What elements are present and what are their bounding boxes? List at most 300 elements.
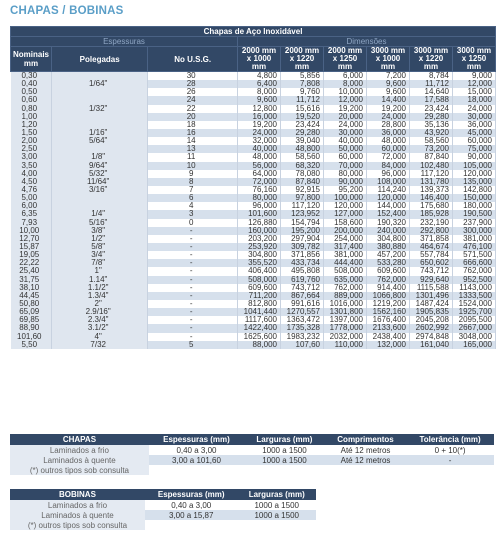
table-cell: 43,920 — [410, 129, 453, 137]
table-cell: 12,000 — [324, 96, 367, 104]
table-cell: Laminados à quente — [10, 510, 145, 520]
chapas-note: (*) outros tipos sob consulta — [10, 465, 149, 475]
table-cell: 88,90 — [11, 324, 52, 332]
table-cell: 9 — [148, 170, 238, 178]
table-cell: 1/32" — [52, 105, 148, 113]
table-cell: 0,80 — [11, 105, 52, 113]
table-cell: - — [148, 300, 238, 308]
table-cell: 2.9/16" — [52, 308, 148, 316]
table-cell: - — [148, 284, 238, 292]
table-cell: 3 — [148, 210, 238, 218]
table-cell: 292,800 — [410, 227, 453, 235]
table-cell: 1/64" — [52, 80, 148, 88]
table-cell: Até 12 metros — [325, 455, 406, 465]
table-cell: 650,602 — [410, 259, 453, 267]
table-cell: 22,22 — [11, 259, 52, 267]
table-cell: 123,952 — [281, 210, 324, 218]
table-cell: 16 — [148, 129, 238, 137]
table-cell: 131,780 — [410, 178, 453, 186]
table-cell: 1925,700 — [453, 308, 496, 316]
table-cell: 1.1/2" — [52, 284, 148, 292]
table-cell: - — [148, 324, 238, 332]
table-cell: 24,000 — [453, 105, 496, 113]
table-cell: 812,800 — [238, 300, 281, 308]
table-cell: 200,000 — [324, 227, 367, 235]
table-cell — [52, 88, 148, 96]
table-cell: 58,560 — [281, 153, 324, 161]
table-cell: 1000 a 1500 — [244, 445, 325, 455]
table-cell: 203,200 — [238, 235, 281, 243]
table-cell: 38,10 — [11, 284, 52, 292]
table-cell: 1066,800 — [367, 292, 410, 300]
chapas-table — [10, 434, 494, 475]
table-cell: 48,800 — [281, 145, 324, 153]
table-cell: 23,424 — [281, 121, 324, 129]
table-cell: 8,000 — [324, 80, 367, 88]
bobinas-header-1: Espessuras (mm) — [145, 489, 238, 500]
table-row — [10, 445, 494, 455]
usg-header: No U.S.G. — [148, 47, 238, 72]
table-cell: 144,000 — [367, 202, 410, 210]
table-cell: 1778,000 — [324, 324, 367, 332]
table-cell: 3,50 — [11, 162, 52, 170]
dim-header-0: 2000 mm x 1000 mm — [238, 47, 281, 72]
table-cell: 1487,424 — [410, 300, 453, 308]
table-cell: 101,60 — [11, 333, 52, 341]
table-cell: 762,000 — [324, 284, 367, 292]
table-cell: 11 — [148, 153, 238, 161]
table-cell: 381,000 — [324, 251, 367, 259]
table-cell: 2032,000 — [324, 333, 367, 341]
table-cell: 14,640 — [410, 88, 453, 96]
bobinas-table — [10, 489, 316, 530]
table-cell: 72,000 — [367, 153, 410, 161]
table-cell: 1/16" — [52, 129, 148, 137]
table-cell: 3,00 — [11, 153, 52, 161]
table-cell: 15,87 — [11, 243, 52, 251]
table-cell: 29,280 — [281, 129, 324, 137]
table-cell: 762,000 — [367, 276, 410, 284]
table-cell: - — [148, 227, 238, 235]
table-cell: 5 — [148, 341, 238, 349]
table-cell: 2133,600 — [367, 324, 410, 332]
table-cell: 304,800 — [367, 235, 410, 243]
table-cell: 5,856 — [281, 72, 324, 81]
table-cell: 69,85 — [11, 316, 52, 324]
table-cell: 23,424 — [410, 105, 453, 113]
table-cell: - — [148, 251, 238, 259]
chapas-header-0: CHAPAS — [10, 434, 149, 445]
table-cell: 1562,160 — [367, 308, 410, 316]
table-cell: 297,904 — [281, 235, 324, 243]
table-cell: 371,856 — [281, 251, 324, 259]
table-cell: 0,30 — [11, 72, 52, 81]
table-cell: 10,000 — [324, 88, 367, 96]
table-cell: 8 — [148, 178, 238, 186]
table-cell: 1/8" — [52, 153, 148, 161]
table-caption: Chapas de Aço Inoxidável — [11, 27, 496, 37]
table-cell: 1333,500 — [453, 292, 496, 300]
table-cell: 889,000 — [324, 292, 367, 300]
column-header-row — [11, 47, 496, 72]
table-cell: 2.3/4" — [52, 316, 148, 324]
table-cell: 146,400 — [410, 194, 453, 202]
table-cell: 5,00 — [11, 194, 52, 202]
table-cell: 160,000 — [238, 227, 281, 235]
table-cell: 190,320 — [367, 219, 410, 227]
table-cell: 2602,992 — [410, 324, 453, 332]
table-cell: 1117,600 — [238, 316, 281, 324]
table-cell: 24,000 — [367, 113, 410, 121]
table-cell: 1041,440 — [238, 308, 281, 316]
table-cell: 17,588 — [410, 96, 453, 104]
table-row — [10, 510, 316, 520]
espessuras-header: Espessuras — [11, 37, 238, 47]
table-cell: 120,000 — [324, 202, 367, 210]
table-cell: 317,400 — [324, 243, 367, 251]
table-cell: 48,000 — [238, 153, 281, 161]
table-cell: 9/64" — [52, 162, 148, 170]
table-cell: 743,712 — [281, 284, 324, 292]
table-cell: 18 — [148, 121, 238, 129]
table-cell: 508,000 — [324, 267, 367, 275]
table-cell: 48,000 — [367, 137, 410, 145]
nominais-header: Nominais mm — [11, 47, 52, 72]
dimensoes-header: Dimensões — [238, 37, 496, 47]
table-cell: - — [406, 455, 494, 465]
table-cell: 4 — [148, 202, 238, 210]
table-cell: 7,93 — [11, 219, 52, 227]
table-cell: 97,800 — [281, 194, 324, 202]
table-cell: - — [148, 292, 238, 300]
table-cell: 1.3/4" — [52, 292, 148, 300]
table-cell: 24 — [148, 96, 238, 104]
table-cell: 158,600 — [324, 219, 367, 227]
table-cell: 152,400 — [367, 210, 410, 218]
table-cell: 108,000 — [367, 178, 410, 186]
table-cell: 65,09 — [11, 308, 52, 316]
table-cell: 76,160 — [238, 186, 281, 194]
table-cell: 40,000 — [238, 145, 281, 153]
table-cell: 60,000 — [367, 145, 410, 153]
dim-header-2: 2000 mm x 1250 mm — [324, 47, 367, 72]
table-cell: 8,784 — [410, 72, 453, 81]
table-cell: 1143,000 — [453, 284, 496, 292]
table-cell: 380,880 — [367, 243, 410, 251]
table-cell: 24,000 — [324, 121, 367, 129]
table-cell: 120,000 — [453, 170, 496, 178]
table-cell: 1676,400 — [367, 316, 410, 324]
table-cell: 60,000 — [324, 153, 367, 161]
chapas-header-1: Espessuras (mm) — [149, 434, 244, 445]
table-row — [11, 341, 496, 349]
table-cell: 7 — [148, 186, 238, 194]
table-cell: 0 — [148, 219, 238, 227]
table-cell: 75,000 — [453, 145, 496, 153]
table-cell: 9,760 — [281, 88, 324, 96]
table-cell: 58,560 — [410, 137, 453, 145]
table-cell: 9,600 — [367, 80, 410, 88]
table-cell: 117,120 — [410, 170, 453, 178]
table-cell: 50,80 — [11, 300, 52, 308]
polegadas-header: Polegadas — [52, 47, 148, 72]
table-cell: 40,000 — [324, 137, 367, 145]
table-cell: - — [148, 316, 238, 324]
table-cell: 381,000 — [453, 235, 496, 243]
table-cell: 11,712 — [281, 96, 324, 104]
table-cell: 3,00 a 15,87 — [145, 510, 238, 520]
table-cell: - — [148, 259, 238, 267]
table-cell: 743,712 — [410, 267, 453, 275]
table-cell: 1016,000 — [324, 300, 367, 308]
table-cell: 32,000 — [238, 137, 281, 145]
table-cell: 1.14" — [52, 276, 148, 284]
table-cell: 1735,328 — [281, 324, 324, 332]
table-cell: 1000 a 1500 — [237, 510, 316, 520]
table-cell: 1524,000 — [453, 300, 496, 308]
table-cell: 12,800 — [238, 105, 281, 113]
table-cell: 25,40 — [11, 267, 52, 275]
table-cell: 26 — [148, 88, 238, 96]
table-cell: 28,800 — [367, 121, 410, 129]
table-cell: 609,600 — [238, 284, 281, 292]
dim-header-5: 3000 mm x 1250 mm — [453, 47, 496, 72]
table-cell: 12,70 — [11, 235, 52, 243]
table-cell: 1,50 — [11, 129, 52, 137]
table-cell: 240,000 — [367, 227, 410, 235]
table-cell: 142,800 — [453, 186, 496, 194]
table-cell: 96,000 — [238, 202, 281, 210]
table-row — [11, 88, 496, 96]
table-cell: - — [148, 276, 238, 284]
table-cell: 406,400 — [238, 267, 281, 275]
table-cell: 5/64" — [52, 137, 148, 145]
table-cell: 20 — [148, 113, 238, 121]
table-row — [11, 72, 496, 81]
table-cell: 4,76 — [11, 186, 52, 194]
table-cell: 762,000 — [453, 267, 496, 275]
table-cell: 22 — [148, 105, 238, 113]
table-cell: - — [148, 333, 238, 341]
bobinas-header-2: Larguras (mm) — [237, 489, 316, 500]
table-cell: 9,600 — [367, 88, 410, 96]
table-cell: 4,00 — [11, 170, 52, 178]
table-cell: 309,782 — [281, 243, 324, 251]
table-cell: 2667,000 — [453, 324, 496, 332]
table-cell: 5/16" — [52, 219, 148, 227]
table-cell: 1/2" — [52, 235, 148, 243]
table-cell: 9,000 — [453, 72, 496, 81]
table-cell: 70,000 — [324, 162, 367, 170]
table-cell: 185,928 — [410, 210, 453, 218]
table-cell — [52, 194, 148, 202]
table-cell: 13 — [148, 145, 238, 153]
table-cell: 15,616 — [281, 105, 324, 113]
table-cell: 2,00 — [11, 137, 52, 145]
dim-header-3: 3000 mm x 1000 mm — [367, 47, 410, 72]
table-cell: 2438,400 — [367, 333, 410, 341]
table-cell: 3/4" — [52, 251, 148, 259]
table-cell: 110,000 — [324, 341, 367, 349]
page-title: CHAPAS / BOBINAS — [10, 5, 124, 17]
table-cell: 6 — [148, 194, 238, 202]
table-cell: 19,200 — [324, 105, 367, 113]
table-cell: 7/8" — [52, 259, 148, 267]
table-cell: 2,50 — [11, 145, 52, 153]
table-cell: 90,000 — [324, 178, 367, 186]
table-cell: 711,200 — [238, 292, 281, 300]
table-cell: 30,000 — [453, 113, 496, 121]
table-cell: 464,674 — [410, 243, 453, 251]
table-cell: 80,000 — [324, 170, 367, 178]
table-cell: 135,000 — [453, 178, 496, 186]
table-cell: 4" — [52, 333, 148, 341]
table-cell: 19,05 — [11, 251, 52, 259]
table-cell — [52, 113, 148, 121]
table-cell: 0,40 a 3,00 — [149, 445, 244, 455]
table-row — [10, 455, 494, 465]
table-cell: Laminados a frio — [10, 445, 149, 455]
table-cell: 64,000 — [238, 170, 281, 178]
table-cell: 73,200 — [410, 145, 453, 153]
bobinas-header-0: BOBINAS — [10, 489, 145, 500]
table-cell: - — [148, 267, 238, 275]
table-cell: - — [148, 235, 238, 243]
table-cell: 2095,500 — [453, 316, 496, 324]
table-cell: 9,600 — [238, 96, 281, 104]
table-cell: 107,60 — [281, 341, 324, 349]
table-cell: 88,000 — [238, 341, 281, 349]
table-cell: 2" — [52, 300, 148, 308]
table-cell: 304,800 — [238, 251, 281, 259]
table-cell: 80,000 — [238, 194, 281, 202]
dim-header-4: 3000 mm x 1220 mm — [410, 47, 453, 72]
table-cell: 19,200 — [238, 121, 281, 129]
table-cell: 31,75 — [11, 276, 52, 284]
table-cell: 253,920 — [238, 243, 281, 251]
table-cell: 24,000 — [238, 129, 281, 137]
table-cell: 1115,588 — [410, 284, 453, 292]
table-cell: 457,200 — [367, 251, 410, 259]
table-cell: 7,808 — [281, 80, 324, 88]
table-cell: 1983,232 — [281, 333, 324, 341]
table-cell: 56,000 — [238, 162, 281, 170]
table-cell: 84,000 — [367, 162, 410, 170]
table-cell: 127,000 — [324, 210, 367, 218]
table-cell: 95,200 — [324, 186, 367, 194]
table-row — [11, 80, 496, 88]
chapas-header-row — [10, 434, 494, 445]
table-cell: 1422,400 — [238, 324, 281, 332]
table-cell: 195,200 — [281, 227, 324, 235]
table-cell: 10,00 — [11, 227, 52, 235]
table-cell: 8,000 — [238, 88, 281, 96]
table-cell: Laminados à quente — [10, 455, 149, 465]
table-cell: 29,280 — [410, 113, 453, 121]
table-cell: 1363,472 — [281, 316, 324, 324]
table-cell: 1905,835 — [410, 308, 453, 316]
table-cell: 0 + 10(*) — [406, 445, 494, 455]
chapas-header-3: Comprimentos — [325, 434, 406, 445]
table-cell: 254,000 — [324, 235, 367, 243]
table-cell: 3048,000 — [453, 333, 496, 341]
table-cell: 30,000 — [324, 129, 367, 137]
table-cell: 867,664 — [281, 292, 324, 300]
table-cell: 444,400 — [324, 259, 367, 267]
table-cell: 1" — [52, 267, 148, 275]
table-cell: 3.1/2" — [52, 324, 148, 332]
table-cell: 666,600 — [453, 259, 496, 267]
table-cell: 154,794 — [281, 219, 324, 227]
table-cell: 1000 a 1500 — [244, 455, 325, 465]
table-cell: 100,000 — [324, 194, 367, 202]
table-cell: 1219,200 — [367, 300, 410, 308]
table-cell: 232,190 — [410, 219, 453, 227]
table-cell: 3/16" — [52, 186, 148, 194]
table-cell: 44,45 — [11, 292, 52, 300]
table-cell: 2045,208 — [410, 316, 453, 324]
table-cell: 18,000 — [453, 96, 496, 104]
table-cell: - — [148, 243, 238, 251]
table-cell: 19,520 — [281, 113, 324, 121]
table-cell: 1301,800 — [324, 308, 367, 316]
chapas-body — [10, 445, 494, 475]
table-cell: 557,784 — [410, 251, 453, 259]
table-cell: 28 — [148, 80, 238, 88]
table-cell: 36,000 — [367, 129, 410, 137]
table-cell: 175,680 — [410, 202, 453, 210]
table-cell: 92,915 — [281, 186, 324, 194]
table-cell: 15,000 — [453, 88, 496, 96]
table-cell: 476,100 — [453, 243, 496, 251]
table-cell: 11,712 — [410, 80, 453, 88]
table-cell: 4,50 — [11, 178, 52, 186]
table-cell: 19,200 — [367, 105, 410, 113]
table-cell: 139,373 — [410, 186, 453, 194]
table-cell: 1,20 — [11, 121, 52, 129]
table-cell: 433,734 — [281, 259, 324, 267]
table-cell: 300,000 — [453, 227, 496, 235]
bobinas-header-row — [10, 489, 316, 500]
dim-header-1: 2000 mm x 1220 mm — [281, 47, 324, 72]
table-cell: - — [148, 308, 238, 316]
table-cell: 12,000 — [453, 80, 496, 88]
table-cell: 371,858 — [410, 235, 453, 243]
table-cell: 105,000 — [453, 162, 496, 170]
table-cell: 102,480 — [410, 162, 453, 170]
table-cell: 35,136 — [410, 121, 453, 129]
table-cell: 533,280 — [367, 259, 410, 267]
bobinas-note: (*) outros tipos sob consulta — [10, 520, 145, 530]
table-cell: 237,900 — [453, 219, 496, 227]
table-cell: 5/8" — [52, 243, 148, 251]
table-cell: 20,000 — [324, 113, 367, 121]
table-cell: 39,040 — [281, 137, 324, 145]
table-cell: 117,120 — [281, 202, 324, 210]
table-cell: 1000 a 1500 — [237, 500, 316, 510]
table-cell: 0,40 — [11, 80, 52, 88]
table-cell: 90,000 — [453, 153, 496, 161]
table-row — [10, 500, 316, 510]
table-cell: 180,000 — [453, 202, 496, 210]
table-cell: 150,000 — [453, 194, 496, 202]
table-cell: 7/32 — [52, 341, 148, 349]
table-cell: 619,760 — [281, 276, 324, 284]
table-cell: 0,50 — [11, 88, 52, 96]
table-cell: 1397,000 — [324, 316, 367, 324]
table-cell: 571,500 — [453, 251, 496, 259]
stainless-sheets-table — [10, 26, 496, 349]
